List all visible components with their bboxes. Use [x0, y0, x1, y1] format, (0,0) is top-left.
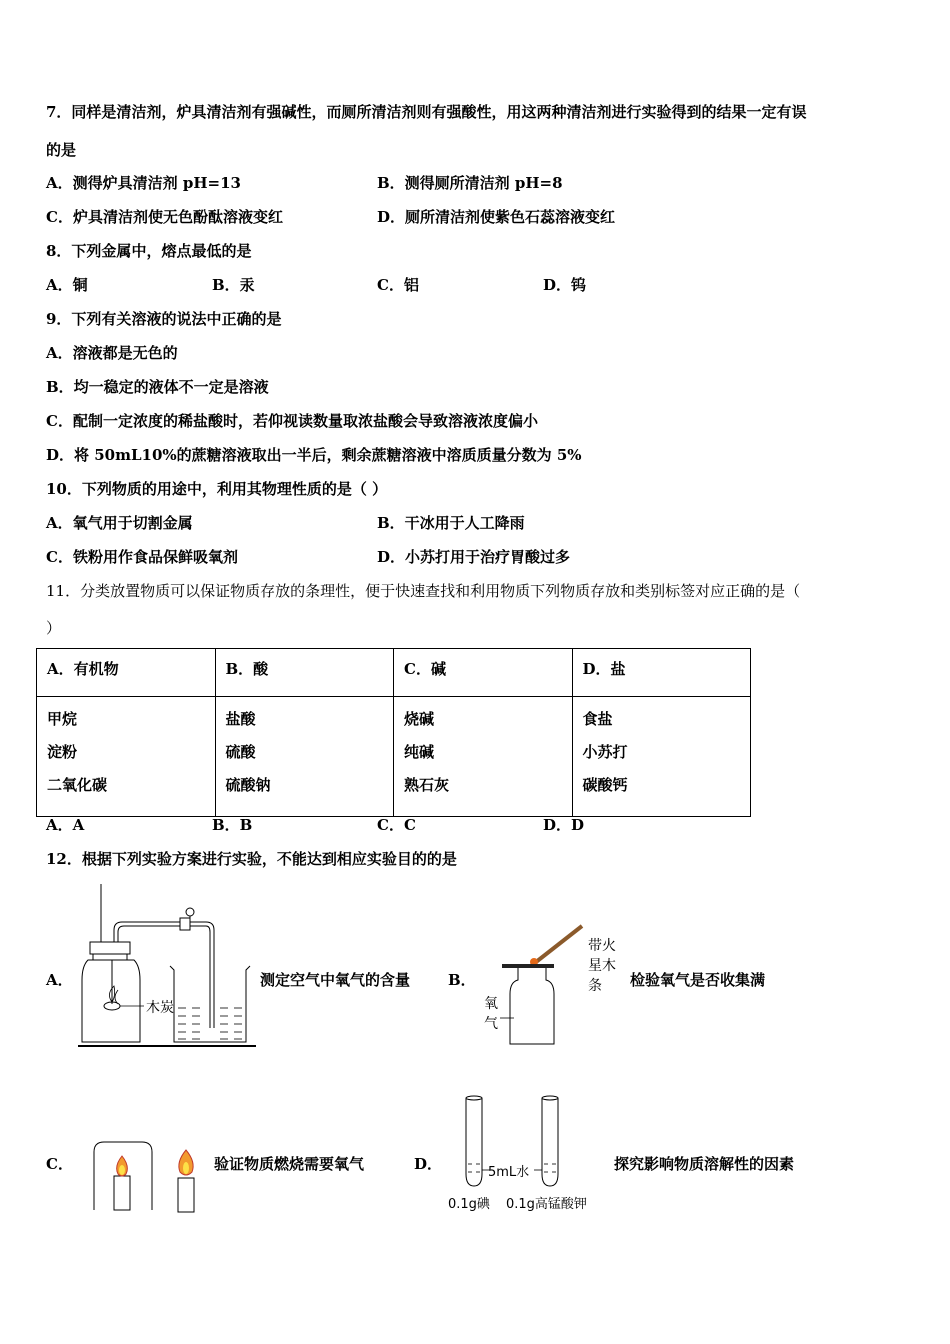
table-cell-base	[394, 697, 573, 817]
table-cell-salt	[572, 697, 751, 817]
splint-label-3: 条	[588, 978, 602, 994]
table-body-row	[37, 697, 751, 817]
q11-option-b: B．B	[212, 816, 253, 834]
substance-item: 硫酸钠	[225, 776, 271, 794]
table-cell-acid	[215, 697, 394, 817]
q12-option-b-letter: B．	[448, 971, 476, 989]
q9-option-d: D．将 50mL10%的蔗糖溶液取出一半后，剩余蔗糖溶液中溶质质量分数为 5%	[46, 446, 582, 464]
q9-stem: 9．下列有关溶液的说法中正确的是	[46, 310, 282, 328]
substance-item: 小苏打	[582, 743, 628, 761]
q7-option-d: D．厕所清洁剂使紫色石蕊溶液变红	[377, 208, 616, 226]
q9-option-a: A．溶液都是无色的	[46, 344, 178, 362]
charcoal-label: 木炭	[146, 1000, 174, 1016]
q7-stem-line2: 的是	[46, 141, 77, 159]
substance-item: 熟石灰	[404, 776, 450, 794]
water-label: 5mL水	[488, 1165, 530, 1180]
gas-label-2: 气	[484, 1016, 498, 1032]
q10-stem: 10．下列物质的用途中，利用其物理性质的是（ ）	[46, 480, 388, 498]
substance-item: 食盐	[582, 710, 613, 728]
q7-option-b: B．测得厕所清洁剂 pH=8	[377, 174, 563, 192]
table-header-cell: A．有机物	[37, 649, 216, 697]
table-header-row	[37, 649, 751, 697]
q8-option-b: B．汞	[212, 276, 255, 294]
permanganate-label: 0.1g高锰酸钾	[506, 1197, 587, 1212]
q12-stem: 12．根据下列实验方案进行实验，不能达到相应实验目的的是	[46, 850, 457, 868]
substance-item: 硫酸	[225, 743, 256, 761]
classification-table	[36, 648, 751, 817]
q7-option-a: A．测得炉具清洁剂 pH=13	[46, 174, 241, 192]
substance-item: 碳酸钙	[582, 776, 628, 794]
q12-option-d-letter: D．	[414, 1155, 443, 1173]
candle-combustion-figure	[88, 1136, 208, 1216]
solubility-test-figure	[446, 1094, 611, 1218]
q12-option-d-text: 探究影响物质溶解性的因素	[614, 1155, 795, 1173]
q10-option-b: B．干冰用于人工降雨	[377, 514, 525, 532]
table-header-cell: B．酸	[215, 649, 394, 697]
table-cell-organic	[37, 697, 216, 817]
gas-label-1: 氧	[484, 996, 498, 1012]
table-header-cell: C．碱	[394, 649, 573, 697]
q12-option-c-letter: C．	[46, 1155, 73, 1173]
splint-label-1: 带火	[588, 938, 616, 954]
q11-stem-line1: 11．分类放置物质可以保证物质存放的条理性，便于快速查找和利用物质下列物质存放和类别标签对应正确的是（	[46, 582, 801, 600]
q8-option-a: A．铜	[46, 276, 88, 294]
substance-item: 烧碱	[404, 710, 435, 728]
q7-option-c: C．炉具清洁剂使无色酚酞溶液变红	[46, 208, 283, 226]
q11-option-c: C．C	[377, 816, 416, 834]
q8-option-d: D．钨	[543, 276, 587, 294]
q11-stem-line2: ）	[46, 619, 62, 637]
q12-option-c-text: 验证物质燃烧需要氧气	[214, 1155, 365, 1173]
q11-option-a: A．A	[46, 816, 85, 834]
q10-option-d: D．小苏打用于治疗胃酸过多	[377, 548, 571, 566]
q8-option-c: C．铝	[377, 276, 419, 294]
substance-item: 二氧化碳	[47, 776, 108, 794]
table-header-cell: D．盐	[572, 649, 751, 697]
q10-option-c: C．铁粉用作食品保鲜吸氧剂	[46, 548, 238, 566]
splint-label-2: 星木	[588, 958, 616, 974]
q9-option-b: B．均一稳定的液体不一定是溶液	[46, 378, 269, 396]
oxygen-test-figure	[474, 920, 624, 1052]
substance-item: 甲烷	[47, 710, 78, 728]
q12-option-b-text: 检验氧气是否收集满	[630, 971, 766, 989]
substance-item: 纯碱	[404, 743, 435, 761]
substance-item: 盐酸	[225, 710, 256, 728]
q12-option-a-text: 测定空气中氧气的含量	[260, 971, 411, 989]
q11-option-d: D．D	[543, 816, 585, 834]
q10-option-a: A．氧气用于切割金属	[46, 514, 193, 532]
q9-option-c: C．配制一定浓度的稀盐酸时，若仰视读数量取浓盐酸会导致溶液浓度偏小	[46, 412, 538, 430]
q7-stem-line1: 7．同样是清洁剂，炉具清洁剂有强碱性，而厕所清洁剂则有强酸性，用这两种清洁剂进行实验得到的结果一定有误	[46, 103, 807, 121]
substance-item: 淀粉	[47, 743, 78, 761]
q12-option-a-letter: A．	[46, 971, 73, 989]
iodine-label: 0.1g碘	[448, 1197, 490, 1212]
oxygen-content-apparatus-figure	[74, 882, 259, 1052]
q8-stem: 8．下列金属中，熔点最低的是	[46, 242, 252, 260]
